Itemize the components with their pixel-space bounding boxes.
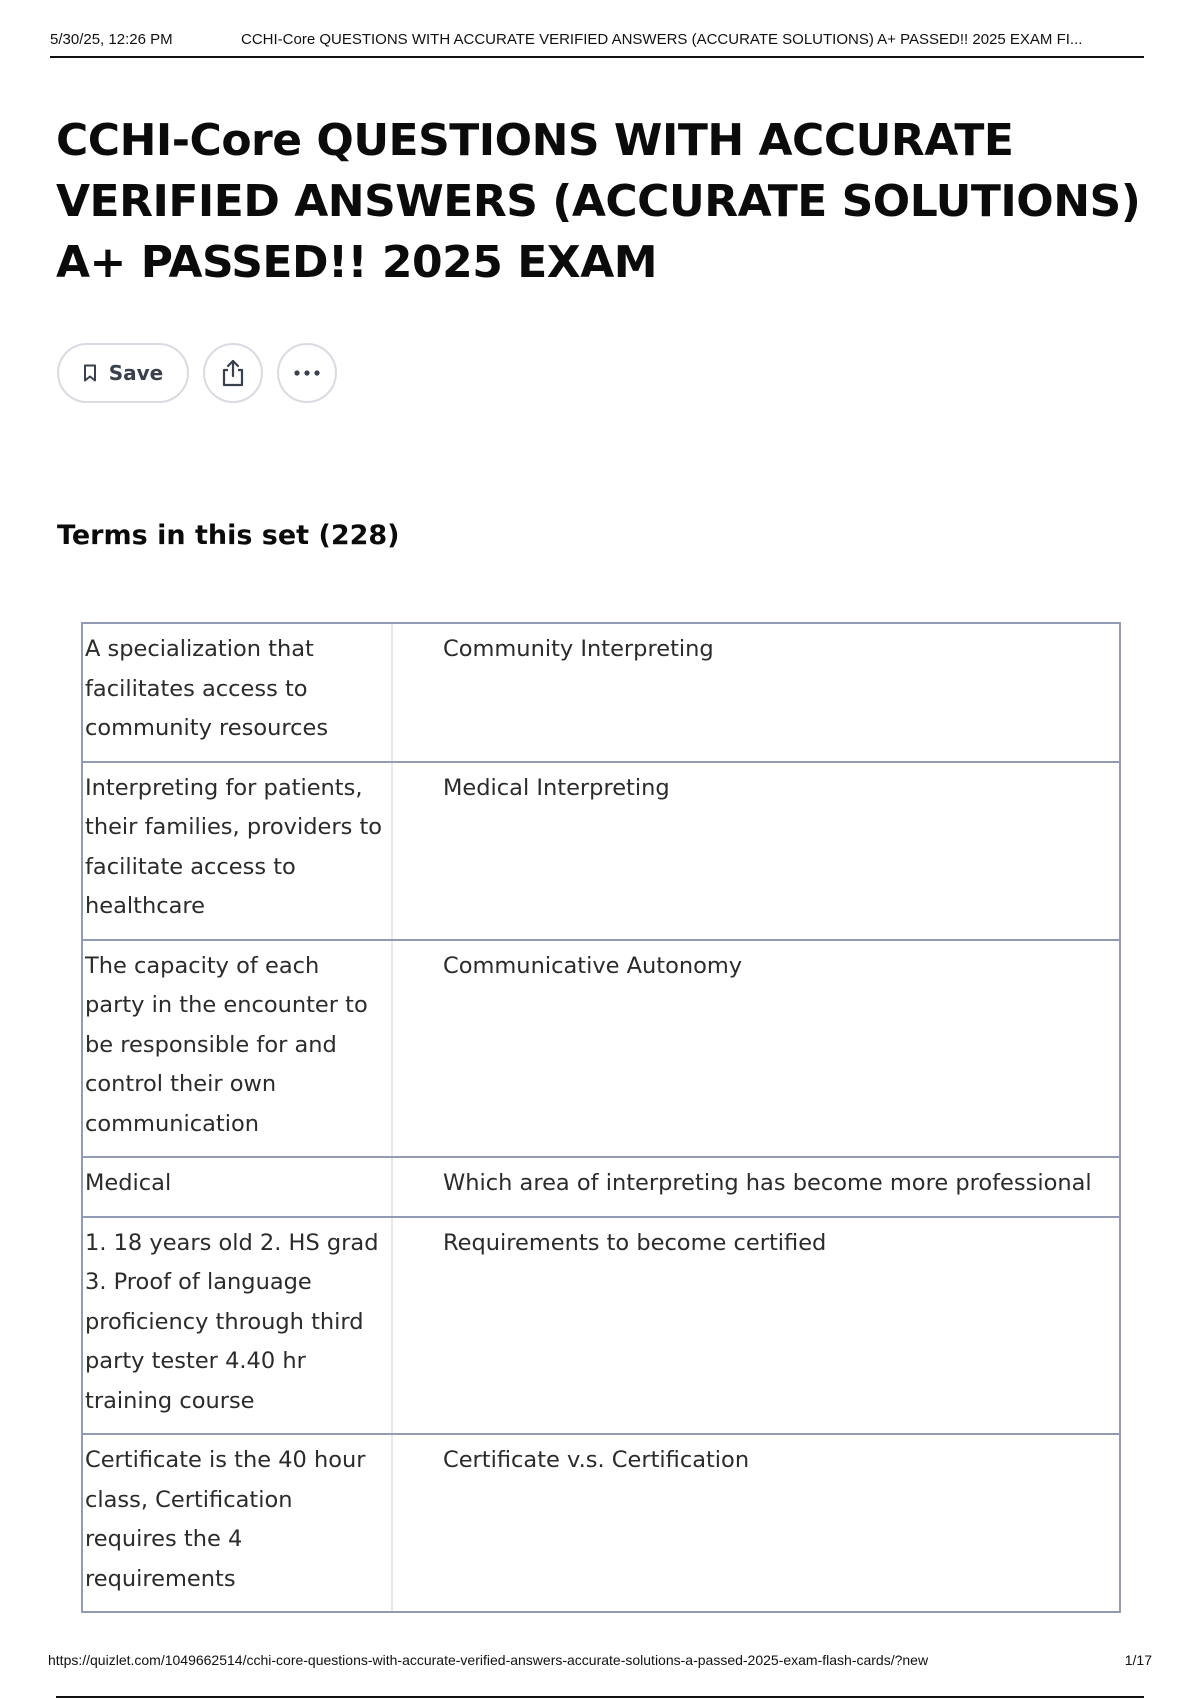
term-name: Medical Interpreting [443,774,670,801]
footer-divider [56,1696,1144,1698]
print-date: 5/30/25, 12:26 PM [50,31,173,48]
more-options-icon [293,369,321,377]
table-row [83,939,1119,1157]
table-row [83,624,1119,761]
term-definition: 1. 18 years old 2. HS grad 3. Proof of language proficiency through third party tester 4.40 hr training course [83,1218,393,1434]
terms-table [81,622,1121,1613]
term-definition: Certificate is the 40 hour class, Certification requires the 4 requirements [83,1435,393,1611]
table-row [83,761,1119,939]
term-definition: The capacity of each party in the encounter to be responsible for and control their own communication [83,941,393,1157]
table-row [83,1156,1119,1216]
print-page-number: 1/17 [1124,1652,1152,1668]
term-definition: Interpreting for patients, their families, providers to facilitate access to healthcare [83,763,393,939]
more-options-button[interactable] [277,343,337,403]
share-button[interactable] [203,343,263,403]
term-name: Communicative Autonomy [443,952,743,979]
print-document-title: CCHI-Core QUESTIONS WITH ACCURATE VERIFIED ANSWERS (ACCURATE SOLUTIONS) A+ PASSED!! 2025 EXAM FI... [241,31,1083,48]
share-icon [220,359,246,387]
save-button-label: Save [108,361,164,385]
term-name: Requirements to become certified [443,1229,827,1256]
term-name: Which area of interpreting has become more professional [443,1170,1092,1196]
term-name: Community Interpreting [443,636,714,662]
page-title: CCHI-Core QUESTIONS WITH ACCURATE VERIFIED ANSWERS (ACCURATE SOLUTIONS) A+ PASSED!! 2025 EXAM [56,115,1141,288]
print-url: https://quizlet.com/1049662514/cchi-core-questions-with-accurate-verified-answers-accurate-solutions-a-passed-2025-exam-flash-cards/?new [48,1652,929,1668]
set-actions [57,343,337,403]
print-header [50,28,1144,58]
save-button[interactable] [57,343,189,403]
term-definition: A specialization that facilitates access to community resources [83,624,393,761]
table-row [83,1433,1119,1611]
terms-heading: Terms in this set (228) [57,520,400,551]
term-definition: Medical [83,1158,393,1216]
table-row [83,1216,1119,1434]
bookmark-icon [83,364,97,382]
term-name: Certificate v.s. Certification [443,1447,750,1473]
